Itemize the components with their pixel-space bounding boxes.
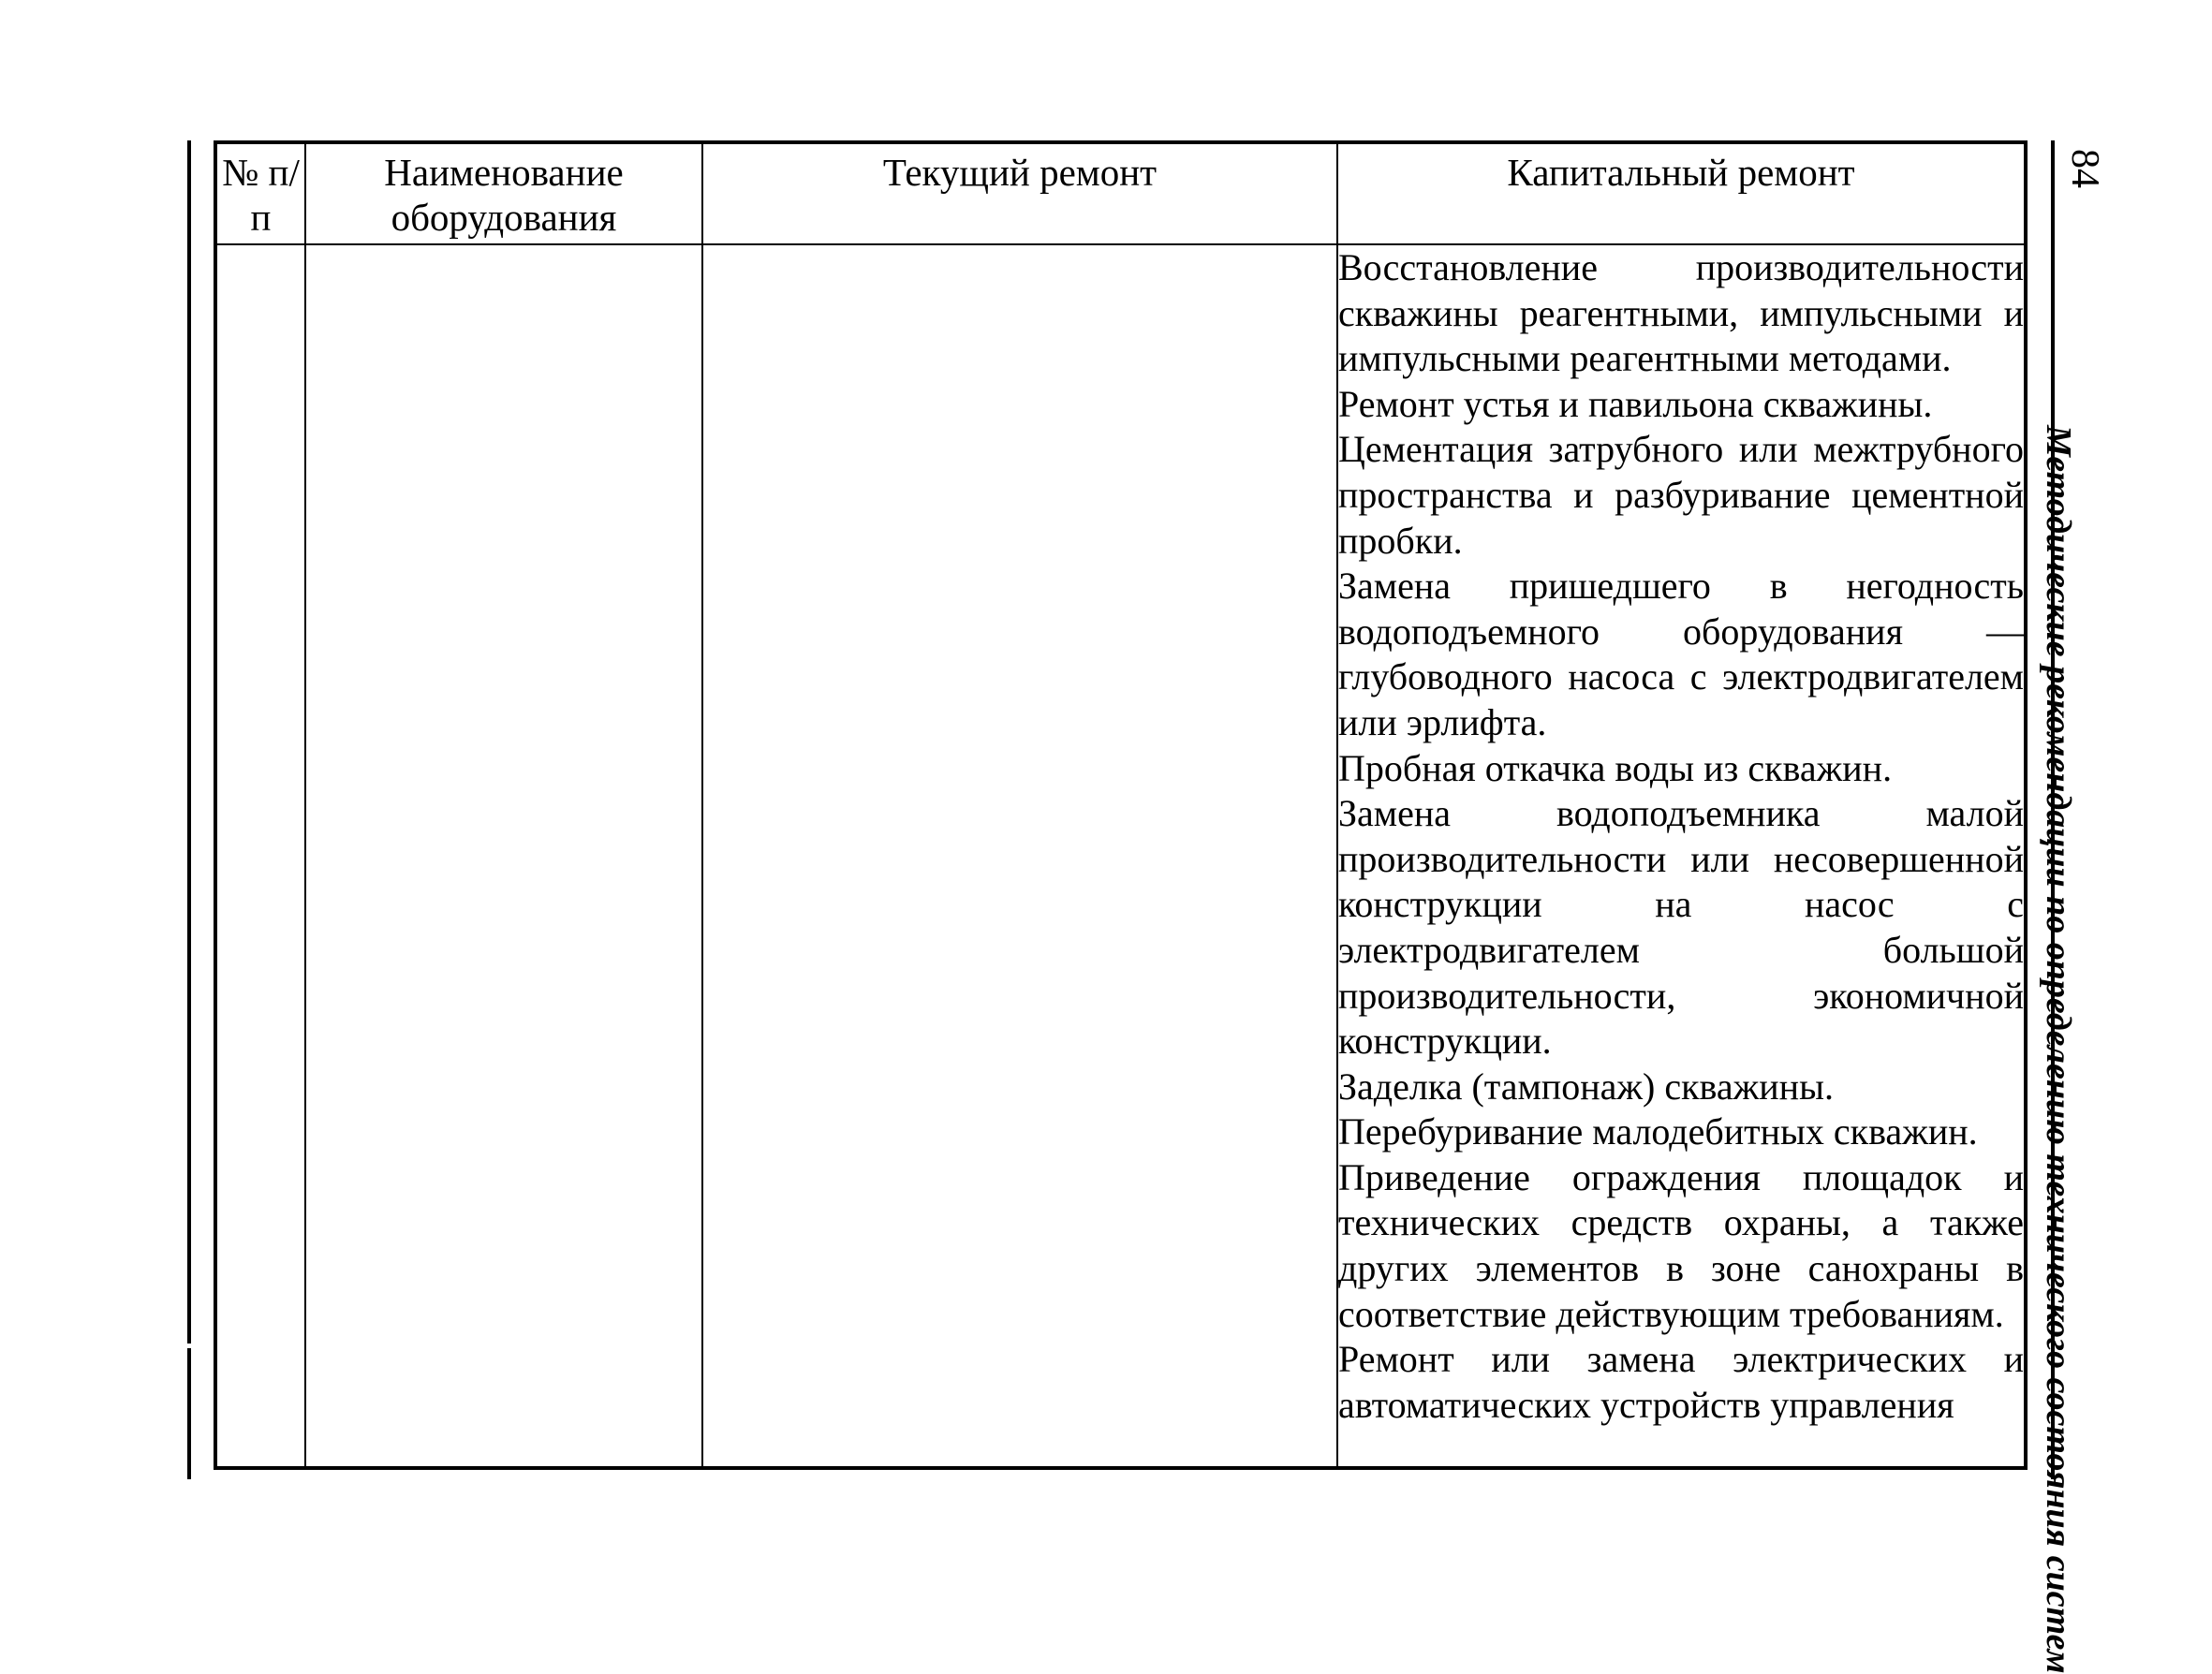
capital-repair-item: Замена пришедшего в негодность водоподъемного оборудования — глубоводного насоса с электродвигателем или эрлифта. <box>1338 565 2024 743</box>
header-current-repair: Текущий ремонт <box>702 142 1337 244</box>
table-row <box>215 244 2026 1468</box>
capital-repair-item: Ремонт устья и павильона скважины. <box>1338 382 1933 425</box>
capital-repair-item: Восстановление производительности скважины реагентными, импульсными и импульсными реагентными методами. <box>1338 246 2024 380</box>
cell-number <box>215 244 305 1468</box>
left-margin-rule <box>187 140 191 1344</box>
header-equipment: Наименование оборудования <box>305 142 702 244</box>
left-margin-rule-lower <box>187 1348 191 1479</box>
table-header-row <box>215 142 2026 244</box>
capital-repair-item: Пробная откачка воды из скважин. <box>1338 746 1893 789</box>
repair-table <box>214 140 2028 1470</box>
cell-current-repair <box>702 244 1337 1468</box>
capital-repair-item: Замена водоподъемника малой производительности или несовершенной конструкции на насос с электродвигателем большой производительности, экономичной конструкции. <box>1338 792 2024 1063</box>
capital-repair-item: Ремонт или замена электрических и автоматических устройств управления <box>1338 1338 2024 1426</box>
running-head: Методические рекомендации по определению технического состояния систем <box>2039 425 2078 1674</box>
capital-repair-item: Заделка (тампонаж) скважины. <box>1338 1065 1834 1108</box>
header-number: № п/п <box>215 142 305 244</box>
capital-repair-item: Перебуривание малодебитных скважин. <box>1338 1110 1978 1153</box>
capital-repair-item: Приведение ограждения площадок и технических средств охраны, а также других элементов в зоне санохраны в соответствие действующим требованиям. <box>1338 1155 2024 1335</box>
capital-repair-item: Цементация затрубного или межтрубного пространства и разбуривание цементной пробки. <box>1338 428 2024 562</box>
page-number: 84 <box>2063 149 2106 188</box>
cell-capital-repair <box>1337 244 2026 1468</box>
cell-equipment <box>305 244 702 1468</box>
header-capital-repair: Капитальный ремонт <box>1337 142 2026 244</box>
